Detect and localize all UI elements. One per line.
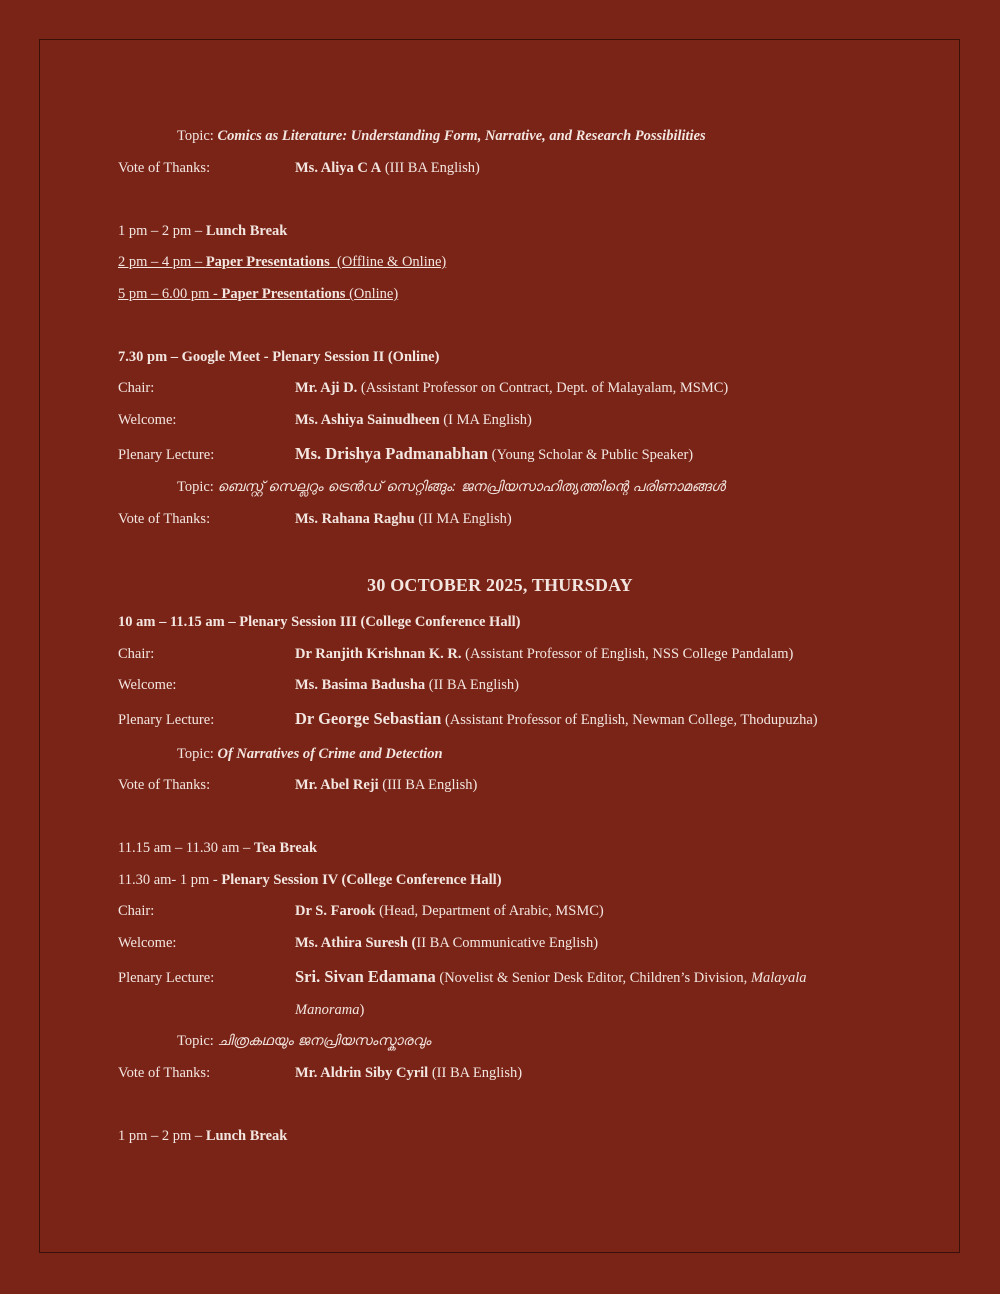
ps2-lecture (118, 445, 693, 464)
ps4-lecture-cont (295, 1001, 364, 1019)
pp2-detail: (Online) (345, 286, 399, 302)
lecture-italic: Malayala (750, 970, 807, 986)
paper-presentations-1 (118, 253, 446, 271)
ps2-topic-line (177, 478, 725, 496)
ps4-lecture (118, 968, 807, 987)
ps2-chair (118, 379, 728, 397)
ps3-welcome (118, 676, 519, 694)
s1-vote-of-thanks (118, 159, 480, 177)
lecture-close: ) (359, 1002, 365, 1018)
ps4-heading (118, 871, 502, 889)
chair-detail: (Assistant Professor on Contract, Dept. of Malayalam, MSMC) (357, 380, 729, 396)
lecture-label: Plenary Lecture: (118, 970, 215, 986)
chair-name: Dr S. Farook (295, 903, 376, 919)
pp1-title: Paper Presentations (205, 254, 330, 270)
welcome-label: Welcome: (118, 935, 177, 951)
chair-detail: (Assistant Professor of English, NSS College Pandalam) (461, 646, 794, 662)
lecture-italic-2: Manorama (295, 1002, 360, 1018)
ps3-heading: 10 am – 11.15 am – Plenary Session III (College Conference Hall) (118, 614, 521, 630)
welcome-name: Ms. Athira Suresh ( (295, 935, 417, 951)
s1-topic-line (177, 127, 706, 145)
lecture-label: Plenary Lecture: (118, 447, 215, 463)
chair-name: Dr Ranjith Krishnan K. R. (295, 646, 462, 662)
lecture-detail: (Novelist & Senior Desk Editor, Children’s Division, (435, 970, 751, 986)
ps2-welcome (118, 411, 532, 429)
tea-break (118, 839, 317, 857)
ps3-topic: Of Narratives of Crime and Detection (217, 746, 443, 762)
vot-label: Vote of Thanks: (118, 160, 211, 176)
paper-presentations-2 (118, 285, 398, 303)
lecture-label: Plenary Lecture: (118, 712, 215, 728)
ps4-time: 11.30 am- 1 pm - (118, 872, 222, 888)
lecture-name: Ms. Drishya Padmanabhan (295, 444, 488, 463)
vot-name: Mr. Aldrin Siby Cyril (295, 1065, 429, 1081)
lecture-detail: (Assistant Professor of English, Newman College, Thodupuzha) (441, 712, 818, 728)
vot-name: Ms. Rahana Raghu (295, 511, 415, 527)
welcome-label: Welcome: (118, 412, 177, 428)
ps3-lecture (118, 710, 818, 729)
welcome-name: Ms. Basima Badusha (295, 677, 426, 693)
chair-detail: (Head, Department of Arabic, MSMC) (375, 903, 604, 919)
lunch-break-1 (118, 222, 287, 240)
ps3-vote-of-thanks (118, 776, 477, 794)
pp1-time: 2 pm – 4 pm – (118, 254, 206, 270)
ps4-vote-of-thanks (118, 1064, 522, 1082)
vot-name: Mr. Abel Reji (295, 777, 379, 793)
lecture-detail: (Young Scholar & Public Speaker) (488, 447, 694, 463)
topic-label: Topic: (177, 479, 214, 495)
welcome-detail: (I MA English) (439, 412, 532, 428)
vot-label: Vote of Thanks: (118, 1065, 211, 1081)
vot-detail: (II MA English) (414, 511, 512, 527)
chair-name: Mr. Aji D. (295, 380, 358, 396)
pp1-detail: (Offline & Online) (329, 254, 447, 270)
welcome-detail: (II BA English) (425, 677, 519, 693)
vot-label: Vote of Thanks: (118, 511, 211, 527)
ps2-topic: ബെസ്റ്റ് സെല്ലറും ട്രെൻഡ് സെറ്റിങ്ങും: ജനപ്രിയസാഹിത്യത്തിന്റെ പരിണാമങ്ങൾ (217, 479, 726, 495)
lecture-name: Dr George Sebastian (295, 709, 442, 728)
lunch-time: 1 pm – 2 pm – (118, 1128, 206, 1144)
ps3-chair (118, 645, 793, 663)
topic-label: Topic: (177, 1033, 214, 1049)
pp2-time: 5 pm – 6.00 pm - (118, 286, 222, 302)
s1-topic: Comics as Literature: Understanding Form, Narrative, and Research Possibilities (217, 128, 706, 144)
lunch-title: Lunch Break (205, 223, 288, 239)
welcome-name: Ms. Ashiya Sainudheen (295, 412, 440, 428)
ps2-vote-of-thanks (118, 510, 512, 528)
day-heading: 30 OCTOBER 2025, THURSDAY (367, 575, 633, 595)
vot-label: Vote of Thanks: (118, 777, 211, 793)
lunch-time: 1 pm – 2 pm – (118, 223, 206, 239)
vot-name: Ms. Aliya C A (295, 160, 382, 176)
ps4-title: Plenary Session IV (College Conference Hall) (221, 872, 502, 888)
welcome-detail: II BA Communicative English) (416, 935, 599, 951)
lunch-title: Lunch Break (205, 1128, 288, 1144)
chair-label: Chair: (118, 903, 155, 919)
tea-time: 11.15 am – 11.30 am – (118, 840, 254, 856)
vot-detail: (III BA English) (378, 777, 478, 793)
topic-label: Topic: (177, 128, 214, 144)
ps4-chair (118, 902, 604, 920)
topic-label: Topic: (177, 746, 214, 762)
ps3-topic-line (177, 745, 443, 763)
vot-detail: (III BA English) (384, 160, 480, 176)
ps4-topic-line (177, 1032, 431, 1050)
pp2-title: Paper Presentations (221, 286, 346, 302)
ps4-welcome (118, 934, 598, 952)
lecture-name: Sri. Sivan Edamana (295, 967, 436, 986)
lunch-break-2 (118, 1127, 287, 1145)
tea-title: Tea Break (253, 840, 318, 856)
welcome-label: Welcome: (118, 677, 177, 693)
chair-label: Chair: (118, 646, 155, 662)
chair-label: Chair: (118, 380, 155, 396)
vot-detail: (II BA English) (428, 1065, 523, 1081)
ps2-heading: 7.30 pm – Google Meet - Plenary Session II (Online) (118, 349, 440, 365)
ps4-topic: ചിത്രകഥയും ജനപ്രിയസംസ്കാരവും (217, 1033, 431, 1049)
